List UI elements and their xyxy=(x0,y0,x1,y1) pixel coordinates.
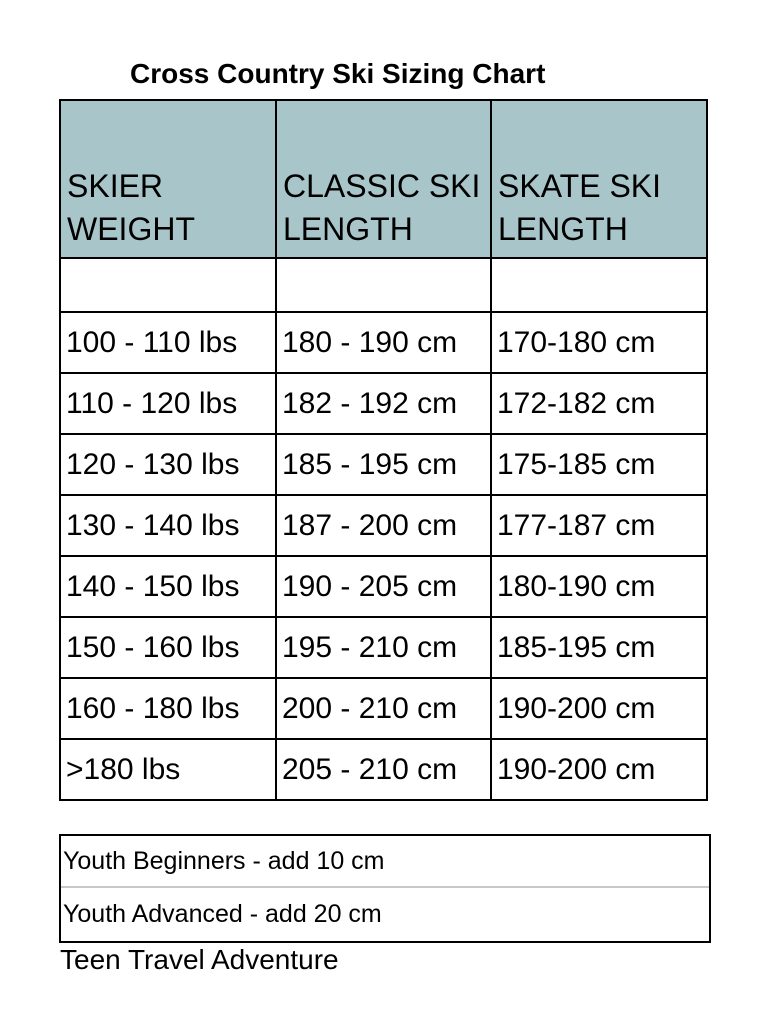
skate-cell: 170-180 cm xyxy=(491,312,707,373)
weight-cell: 120 - 130 lbs xyxy=(60,434,276,495)
empty-cell xyxy=(276,258,491,312)
classic-cell: 205 - 210 cm xyxy=(276,739,491,800)
weight-cell: >180 lbs xyxy=(60,739,276,800)
classic-cell: 180 - 190 cm xyxy=(276,312,491,373)
skate-cell: 190-200 cm xyxy=(491,678,707,739)
footer-brand: Teen Travel Adventure xyxy=(60,944,339,975)
sizing-table xyxy=(59,99,708,801)
table-row xyxy=(60,312,707,373)
skate-cell: 175-185 cm xyxy=(491,434,707,495)
table-row xyxy=(60,678,707,739)
skate-cell: 190-200 cm xyxy=(491,739,707,800)
empty-cell xyxy=(60,258,276,312)
classic-cell: 195 - 210 cm xyxy=(276,617,491,678)
weight-cell: 100 - 110 lbs xyxy=(60,312,276,373)
header-skate-length: SKATE SKI LENGTH xyxy=(491,100,707,258)
table-row xyxy=(60,739,707,800)
weight-cell: 110 - 120 lbs xyxy=(60,373,276,434)
table-row xyxy=(60,495,707,556)
weight-cell: 130 - 140 lbs xyxy=(60,495,276,556)
classic-cell: 182 - 192 cm xyxy=(276,373,491,434)
empty-cell xyxy=(491,258,707,312)
skate-cell: 172-182 cm xyxy=(491,373,707,434)
empty-row xyxy=(60,258,707,312)
youth-notes-box xyxy=(59,834,711,943)
table-row xyxy=(60,556,707,617)
header-row xyxy=(60,100,707,258)
classic-cell: 185 - 195 cm xyxy=(276,434,491,495)
page-title: Cross Country Ski Sizing Chart xyxy=(130,58,546,89)
table-row xyxy=(60,373,707,434)
classic-cell: 200 - 210 cm xyxy=(276,678,491,739)
weight-cell: 140 - 150 lbs xyxy=(60,556,276,617)
weight-cell: 160 - 180 lbs xyxy=(60,678,276,739)
table-row xyxy=(60,434,707,495)
skate-cell: 177-187 cm xyxy=(491,495,707,556)
header-classic-length: CLASSIC SKI LENGTH xyxy=(276,100,491,258)
note-youth-advanced: Youth Advanced - add 20 cm xyxy=(61,886,709,941)
skate-cell: 185-195 cm xyxy=(491,617,707,678)
note-youth-beginners: Youth Beginners - add 10 cm xyxy=(63,847,385,875)
classic-cell: 190 - 205 cm xyxy=(276,556,491,617)
table-row xyxy=(60,617,707,678)
skate-cell: 180-190 cm xyxy=(491,556,707,617)
header-skier-weight: SKIER WEIGHT xyxy=(60,100,276,258)
classic-cell: 187 - 200 cm xyxy=(276,495,491,556)
weight-cell: 150 - 160 lbs xyxy=(60,617,276,678)
